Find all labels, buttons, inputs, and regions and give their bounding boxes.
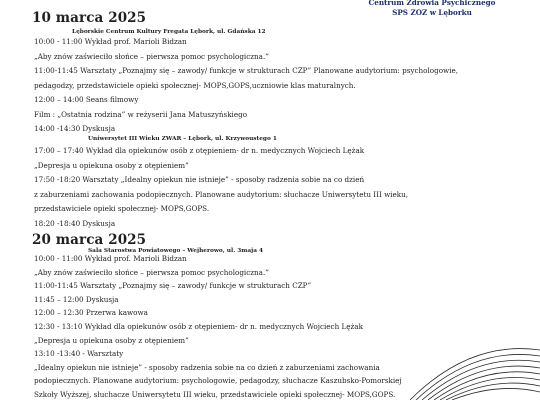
program-line: 10:00 - 11:00 Wykład prof. Marioli Bidzan [34,254,187,263]
program-line: Szkoły Wyższej, słuchacze Uniwersytetu III wieku, przedstawiciele opieki społecznej- MOPS,GOPS. [34,390,396,399]
decorative-swirl-lines [400,330,540,400]
program-line: „Depresja u opiekuna osoby z otępieniem” [34,335,189,345]
program-line: 11:00-11:45 Warsztaty „Poznajmy się – zawody/ funkcje w strukturach CZP” [34,281,312,291]
program-line: 12:00 – 14:00 Seans filmowy [34,95,139,104]
program-line: przedstawiciele opieki społecznej- MOPS,GOPS. [34,204,210,213]
program-line: pedagodzy, przedstawiciele opieki społecznej- MOPS,GOPS,uczniowie klas maturalnych. [34,80,356,90]
program-line: podopiecznych. Planowane audytorium: psychologowie, pedagodzy, słuchacze Kaszubsko-Pomorskiej [34,376,402,386]
day1-venue1: Lęborskie Centrum Kultury Fregata Lębork, ul. Gdańska 12 [72,29,266,35]
program-line: „Aby znów zaświeciło słońce – pierwsza pomoc psychologiczna.” [34,51,269,61]
organizer-header [342,0,522,18]
program-line: 11:00-11:45 Warsztaty „Poznajmy się – zawody/ funkcje w strukturach CZP” Planowane audytorium: psychologowie, [34,66,459,75]
program-line: 11:45 – 12:00 Dyskusja [34,294,119,304]
day2-venue1: Sala Starostwa Powiatowego – Wejherowo, ul. 3maja 4 [88,248,264,254]
program-line: 14:00 -14:30 Dyskusja [34,124,116,133]
program-line: 13:10 -13:40 - Warsztaty [34,349,124,359]
program-line: 17:00 – 17:40 Wykład dla opiekunów osób z otępieniem- dr n. medycznych Wojciech Lężak [34,146,365,155]
program-line: 10:00 - 11:00 Wykład prof. Marioli Bidzan [34,37,187,46]
program-line: Film : „Ostatnia rodzina” w reżyserii Jana Matuszyńskiego [34,109,248,119]
day1-venue2: Uniwersytet III Wieku ZWAR – Lębork, ul. Krzywoustego 1 [88,136,277,142]
program-line: „Aby znów zaświeciło słońce – pierwsza pomoc psychologiczna.” [34,267,269,277]
day1-date: 10 marca 2025 [32,10,147,26]
program-line: 12:00 – 12:30 Przerwa kawowa [34,308,148,318]
program-line: 12:30 - 13:10 Wykład dla opiekunów osób z otępieniem- dr n. medycznych Wojciech Lężak [34,322,363,331]
program-line: „Depresja u opiekuna osoby z otępieniem” [34,160,189,170]
organizer-name: Centrum Zdrowia Psychicznego [368,0,496,7]
program-line: „Idealny opiekun nie istnieje” - sposoby radzenia sobie na co dzień z zaburzeniami zachowania [34,362,380,372]
program-line: 17:50 -18:20 Warsztaty „Idealny opiekun nie istnieje” - sposoby radzenia sobie na co dzień [34,175,365,184]
organizer-unit: SPS ZOZ w Lęborku [392,8,472,17]
program-line: z zaburzeniami zachowania podopiecznych. Planowane audytorium: słuchacze Uniwersytetu III wieku, [34,189,409,199]
program-line: 18:20 -18:40 Dyskusja [34,218,116,228]
day2-date: 20 marca 2025 [32,232,147,248]
